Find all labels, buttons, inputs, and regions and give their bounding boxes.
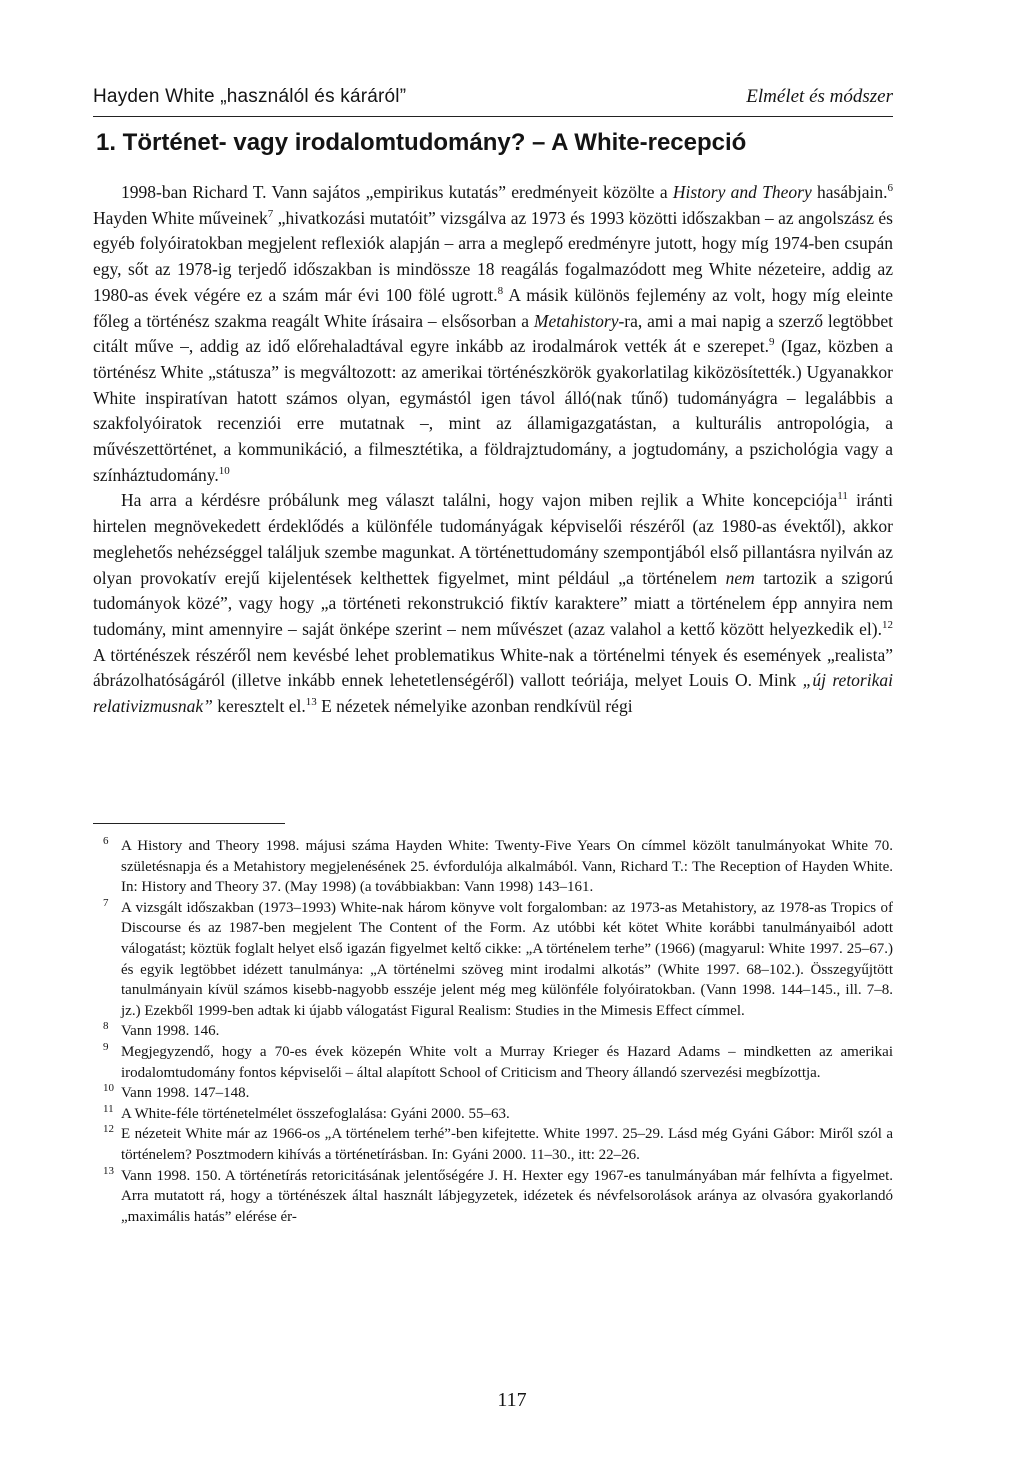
italic-run: Metahistory (533, 310, 619, 331)
footnote-number: 6 (103, 835, 109, 847)
footnote-text: Vann 1998. 147–148. (121, 1085, 250, 1102)
footnote-number: 8 (103, 1020, 109, 1033)
running-header (93, 85, 893, 109)
footnote-12 (93, 1124, 893, 1165)
footnote-ref: 11 (837, 490, 848, 503)
footnote-9 (93, 1042, 893, 1083)
footnote-11 (93, 1104, 893, 1125)
text-run: tartozik a szigorú tudományok közé”, vagy hogy „a történeti rekonstrukció fiktív karaktere” miatt a történelem épp annyira nem tudomány, mint amennyire – saját önképe szerint – nem művészet (azaz valahol a kettő között helyezkedik el). (93, 567, 893, 639)
text-run: 1998-ban Richard T. Vann sajátos „empirikus kutatás” eredményeit közölte a (121, 182, 673, 202)
italic-run: History and Theory (672, 182, 812, 202)
footnote-number: 11 (103, 1102, 114, 1115)
footnote-ref: 10 (218, 464, 230, 477)
text-run: Ha arra a kérdésre próbálunk meg választ találni, hogy vajon miben rejlik a White koncepciója (121, 490, 838, 511)
text-run: iránti hirtelen megnövekedett érdeklődés a különféle tudományágak képviselői részéről (az 1980-as évektől), akkor meglehetős nehézséggel találjuk szembe magunkat. A történettudomány szempontjából első pillantásra nyilván az olyan provokatív erejű kijelentések kelthettek figyelmet, mint például „a történelem (93, 490, 894, 588)
text-run: Hayden White műveinek (93, 207, 268, 228)
footnote-number: 9 (103, 1040, 109, 1053)
footnote-text: Vann 1998. 150. A történetírás retoricitásának jelentőségére J. H. Hexter egy 1967-es tanulmányában már felhívta a figyelmet. Arra mutatott rá, hogy a történészek által használt lábjegyzetek, idézetek és névfelsorolások aránya az olvasóra gyakorlandó „maximális hatás” elérése ér- (121, 1167, 893, 1225)
section-title: 1. Történet- vagy irodalomtudomány? – A White-recepció (96, 129, 747, 156)
header-section: Elmélet és módszer (746, 86, 893, 107)
text-run: „hivatkozási mutatóit” vizsgálva az 1973 és 1993 közötti időszakban – az angolszász és egyéb folyóiratokban megjelent reflexiók alapján – arra a meglepő eredményre jutott, hogy míg 1974-ben csupán egy, sőt az 1978-ig terjedő időszakban is mindössze 18 reagálás fogalmazódott meg White nézeteire, addig az 1980-as évek végére ez a szám már évi 100 fölé ugrott. (93, 207, 893, 305)
footnote-10 (93, 1083, 893, 1104)
italic-run: nem (725, 567, 755, 588)
text-run: (Igaz, közben a történész White „státusza” is megváltozott: az amerikai történészkörök gyakorlatilag kiközösítették.) Ugyanakkor White inspiratívan hatott számos olyan, egymástól igen távol álló(nak tűnő) tudományágra – legalábbis a szakfolyóiratok recenziói erre mutatnak –, mint az államigazgatástan, a kulturális antropológia, a művészettörténet, a kommunikáció, a filmesztétika, a földrajztudomány, a jogtudomány, a pszichológia vagy a színháztudomány. (93, 336, 893, 485)
footnote-text: A History and Theory 1998. májusi száma Hayden White: Twenty-Five Years On címmel közölt tanulmányokat White 70. születésnapja és a Metahistory megjelenésének 25. évfordulója alkalmából. Vann, Richard T.: The Reception of Hayden White. In: History and Theory 37. (May 1998) (a továbbiakban: Vann 1998) 143–161. (121, 838, 893, 896)
footnote-text: A vizsgált időszakban (1973–1993) White-nak három könyve volt forgalomban: az 1973-as Metahistory, az 1978-as Tropics of Discourse és az 1987-ben megjelent The Content of the Form. Az utóbbi két kötet White korábbi tanulmányaiból adott válogatást; köztük foglalt helyet első igazán figyelmet keltő cikke: „A történelem terhe” (1966) (magyarul: White 1997. 25–67.) és egyik legtöbbet idézett tanulmánya: „A történelmi szöveg mint irodalmi alkotás” (White 1997. 68–102.). Összegyűjtött tanulmányain kívül számos kisebb-nagyobb esszéje jelent még meg különféle folyóiratokban. (Vann 1998. 144–145., ill. 7–8. jz.) Ezekből 1999-ben adtak ki újabb válogatást Figural Realism: Studies in the Mimesis Effect címmel. (121, 899, 893, 1019)
footnotes (93, 836, 893, 1227)
footnote-8 (93, 1021, 893, 1042)
footnote-13 (93, 1166, 893, 1228)
text-run: keresztelt el. (212, 696, 306, 717)
footnote-text: A White-féle történetelmélet összefoglalása: Gyáni 2000. 55–63. (121, 1105, 510, 1122)
italic-run: „új retorikai relativizmusnak” (93, 670, 893, 717)
footnote-number: 12 (103, 1123, 114, 1136)
footnote-number: 13 (103, 1164, 114, 1177)
body-paragraph (93, 488, 893, 719)
footnote-text: Megjegyzendő, hogy a 70-es évek közepén White volt a Murray Krieger és Hazard Adams – mindketten az amerikai irodalomtudomány fontos képviselői – által alapított School of Criticism and Theory állandó szervezési megbízottja. (121, 1043, 893, 1081)
text-run: E nézetek némelyike azonban rendkívül régi (316, 696, 633, 717)
footnote-ref: 7 (267, 207, 274, 220)
text-run: hasábjain. (811, 182, 888, 202)
footnote-separator (93, 823, 285, 824)
footnote-ref: 8 (497, 284, 504, 297)
header-rule (93, 116, 893, 117)
footnote-6 (93, 836, 893, 898)
footnote-text: E nézeteit White már az 1966-os „A történelem terhé”-ben kifejtette. White 1997. 25–29. Lásd még Gyáni Gábor: Miről szól a történelem? Posztmodern kihívás a történetírásban. In: Gyáni 2000. 11–30., itt: 22–26. (121, 1126, 893, 1163)
header-title: Hayden White „használól és káráról” (93, 86, 407, 107)
footnote-ref: 6 (887, 182, 894, 195)
text-run: -ra, ami a mai napig a szerző legtöbbet citált műve –, addig az idő előrehaladtával egyre inkább az irodalmárok vették át e szerepet. (93, 310, 894, 357)
footnote-ref: 12 (882, 619, 893, 632)
text-run: A másik különös fejlemény az volt, hogy míg eleinte főleg a történész szakma reagált White írásaira – elsősorban a (93, 284, 893, 331)
page-number: 117 (497, 1389, 527, 1411)
footnote-ref: 13 (305, 696, 317, 709)
body-text (93, 180, 893, 720)
text-run: A történészek részéről nem kevésbé lehet problematikus White-nak a történelmi tények és események „realista” ábrázolhatóságáról (illetve inkább ennek lehetetlenségéről) vallott teóriája, melyet Louis O. Mink (93, 644, 893, 691)
footnote-text: Vann 1998. 146. (121, 1023, 220, 1040)
body-paragraph (93, 180, 893, 488)
footnote-number: 10 (103, 1082, 114, 1095)
footnote-7 (93, 898, 893, 1022)
footnote-ref: 9 (768, 336, 775, 349)
footnote-number: 7 (103, 896, 109, 909)
